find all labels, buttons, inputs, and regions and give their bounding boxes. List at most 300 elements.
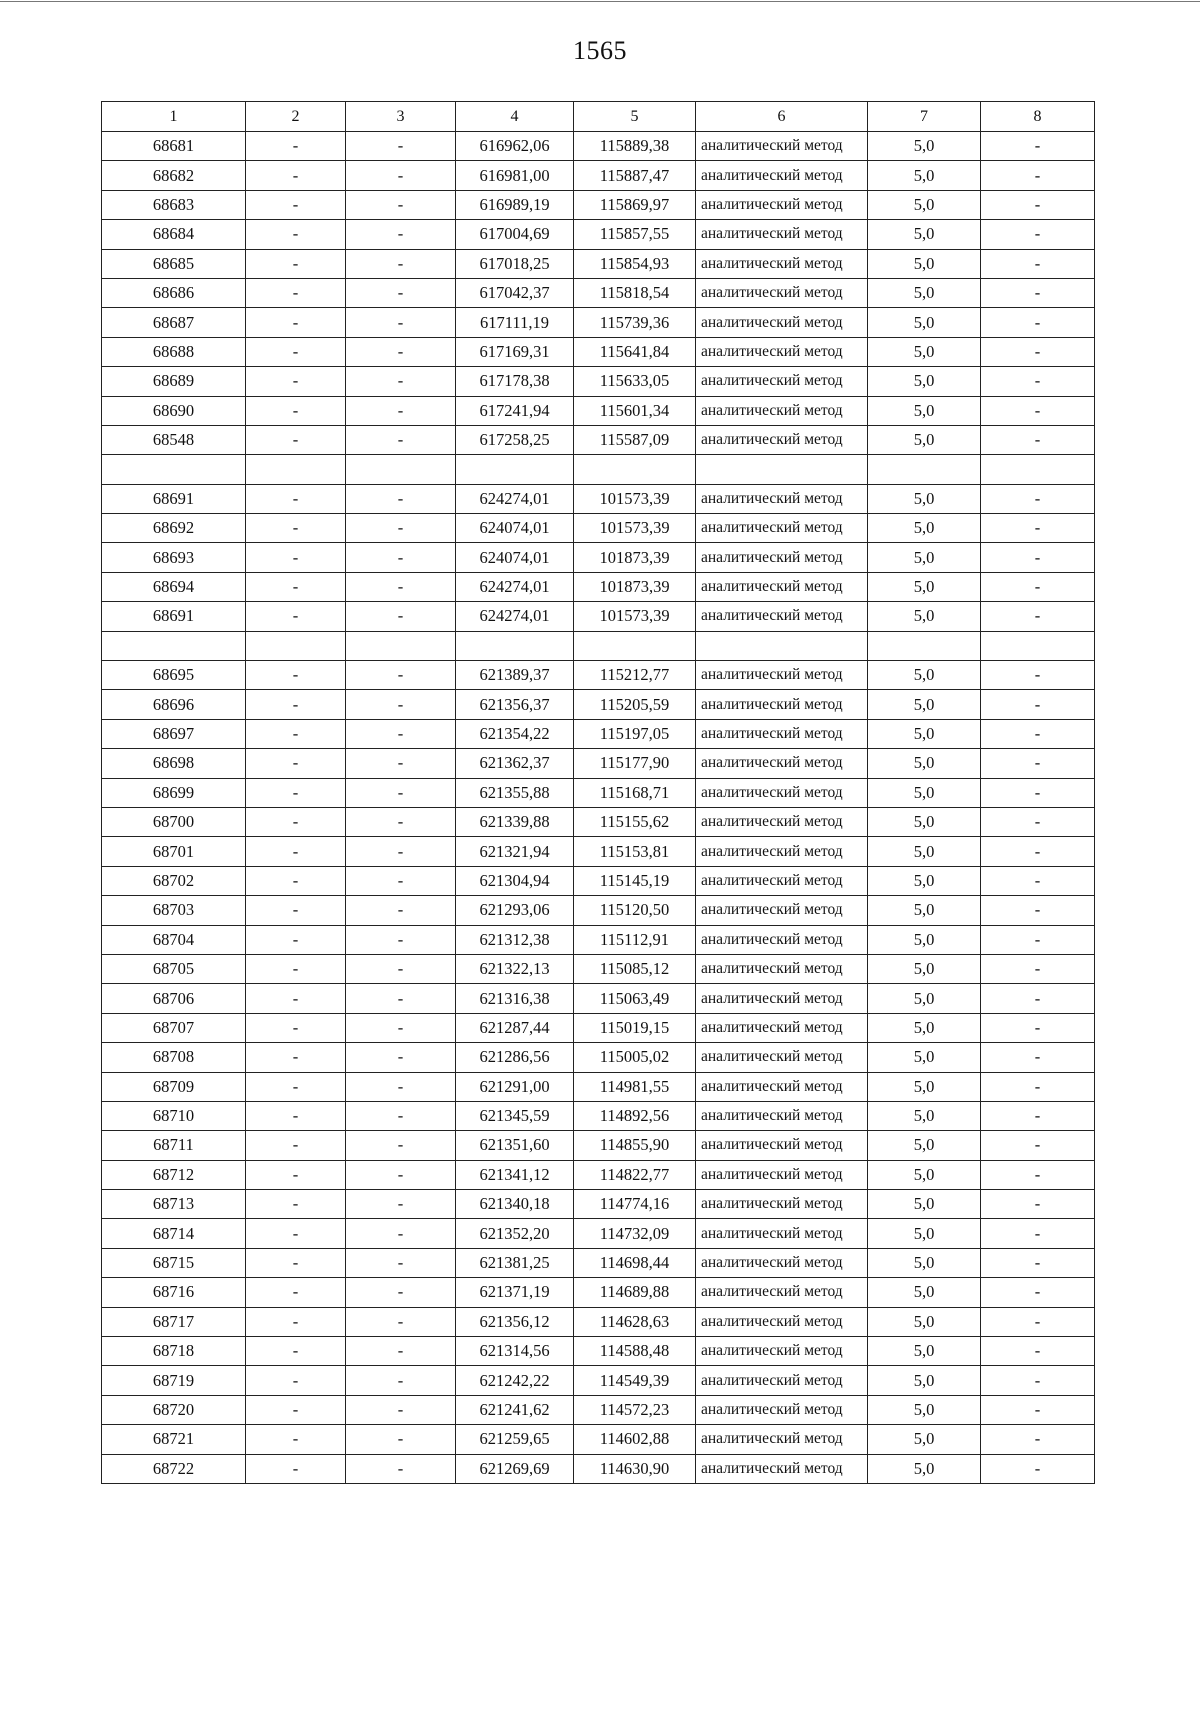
table-cell-col-3: -: [346, 161, 456, 190]
table-cell-col-6: аналитический метод: [696, 1454, 868, 1483]
table-cell-col-2: -: [246, 984, 346, 1013]
table-cell-col-3: -: [346, 984, 456, 1013]
table-cell-col-7: 5,0: [868, 1248, 981, 1277]
table-cell-col-5: 115197,05: [574, 719, 696, 748]
table-cell-col-7: 5,0: [868, 866, 981, 895]
table-cell-col-4: 621345,59: [456, 1101, 574, 1130]
table-cell-col-7: 5,0: [868, 1219, 981, 1248]
table-cell-col-2: -: [246, 661, 346, 690]
table-row: [102, 572, 1095, 601]
table-cell-col-5: 115739,36: [574, 308, 696, 337]
table-cell-col-6: аналитический метод: [696, 308, 868, 337]
table-cell-col-7: 5,0: [868, 337, 981, 366]
table-cell-col-5: 115869,97: [574, 190, 696, 219]
table-cell-col-7: 5,0: [868, 278, 981, 307]
table-cell-col-5: 114698,44: [574, 1248, 696, 1277]
table-cell-col-7: 5,0: [868, 1072, 981, 1101]
table-cell-col-8: -: [981, 190, 1095, 219]
table-cell-col-5: 114588,48: [574, 1337, 696, 1366]
table-cell-col-6: аналитический метод: [696, 514, 868, 543]
table-cell-col-6: аналитический метод: [696, 719, 868, 748]
table-cell-col-4: 621322,13: [456, 954, 574, 983]
column-header-8: 8: [981, 102, 1095, 132]
table-cell-col-1: 68687: [102, 308, 246, 337]
table-cell-col-5: 115019,15: [574, 1013, 696, 1042]
table-cell-col-5: 101573,39: [574, 602, 696, 631]
table-cell-col-1: 68721: [102, 1425, 246, 1454]
table-cell-col-6: аналитический метод: [696, 1043, 868, 1072]
table-cell-col-2: -: [246, 896, 346, 925]
table-cell-col-4: 624274,01: [456, 484, 574, 513]
table-cell-col-1: 68709: [102, 1072, 246, 1101]
table-cell-col-2: -: [246, 278, 346, 307]
table-cell-col-7: 5,0: [868, 1043, 981, 1072]
table-cell-col-4: 616989,19: [456, 190, 574, 219]
table-cell-col-1: 68699: [102, 778, 246, 807]
table-row: [102, 719, 1095, 748]
table-cell-col-1: [102, 631, 246, 660]
table-cell-col-2: -: [246, 719, 346, 748]
table-cell-col-6: аналитический метод: [696, 337, 868, 366]
table-cell-col-8: -: [981, 484, 1095, 513]
table-separator-row: [102, 631, 1095, 660]
table-row: [102, 1160, 1095, 1189]
table-cell-col-7: 5,0: [868, 1307, 981, 1336]
table-cell-col-7: 5,0: [868, 1425, 981, 1454]
table-cell-col-8: -: [981, 719, 1095, 748]
table-cell-col-3: -: [346, 1072, 456, 1101]
table-cell-col-3: -: [346, 278, 456, 307]
table-cell-col-8: -: [981, 1454, 1095, 1483]
table-cell-col-4: 621389,37: [456, 661, 574, 690]
table-cell-col-2: -: [246, 337, 346, 366]
table-cell-col-7: 5,0: [868, 1278, 981, 1307]
table-cell-col-8: -: [981, 1160, 1095, 1189]
table-cell-col-1: 68694: [102, 572, 246, 601]
table-cell-col-3: -: [346, 1160, 456, 1189]
column-header-5: 5: [574, 102, 696, 132]
table-cell-col-5: 115641,84: [574, 337, 696, 366]
table-cell-col-1: 68548: [102, 425, 246, 454]
table-cell-col-3: -: [346, 837, 456, 866]
table-cell-col-8: [981, 455, 1095, 484]
table-cell-col-4: 621381,25: [456, 1248, 574, 1277]
table-cell-col-4: [456, 631, 574, 660]
table-cell-col-5: 114892,56: [574, 1101, 696, 1130]
table-cell-col-3: -: [346, 396, 456, 425]
table-cell-col-5: 115155,62: [574, 807, 696, 836]
table-row: [102, 1101, 1095, 1130]
table-cell-col-5: 114822,77: [574, 1160, 696, 1189]
table-cell-col-8: -: [981, 1131, 1095, 1160]
table-cell-col-7: 5,0: [868, 925, 981, 954]
table-cell-col-8: -: [981, 807, 1095, 836]
table-cell-col-6: аналитический метод: [696, 1190, 868, 1219]
table-cell-col-4: 621242,22: [456, 1366, 574, 1395]
table-cell-col-1: 68696: [102, 690, 246, 719]
table-cell-col-6: аналитический метод: [696, 602, 868, 631]
table-cell-col-6: аналитический метод: [696, 1013, 868, 1042]
table-cell-col-1: 68703: [102, 896, 246, 925]
table-cell-col-3: -: [346, 367, 456, 396]
table-cell-col-7: 5,0: [868, 1190, 981, 1219]
table-cell-col-3: -: [346, 1307, 456, 1336]
table-cell-col-6: аналитический метод: [696, 749, 868, 778]
table-row: [102, 1072, 1095, 1101]
table-cell-col-1: 68689: [102, 367, 246, 396]
table-header-row: [102, 102, 1095, 132]
table-row: [102, 514, 1095, 543]
table-cell-col-5: 101873,39: [574, 543, 696, 572]
table-cell-col-5: 101573,39: [574, 514, 696, 543]
table-row: [102, 1307, 1095, 1336]
table-cell-col-6: аналитический метод: [696, 1278, 868, 1307]
table-cell-col-7: 5,0: [868, 190, 981, 219]
table-cell-col-2: -: [246, 1395, 346, 1424]
table-cell-col-4: 617004,69: [456, 220, 574, 249]
table-cell-col-7: 5,0: [868, 396, 981, 425]
table-row: [102, 749, 1095, 778]
column-header-6: 6: [696, 102, 868, 132]
table-cell-col-5: 115854,93: [574, 249, 696, 278]
table-cell-col-7: 5,0: [868, 425, 981, 454]
table-cell-col-8: -: [981, 1219, 1095, 1248]
table-cell-col-2: -: [246, 572, 346, 601]
table-cell-col-8: -: [981, 1395, 1095, 1424]
table-cell-col-1: 68715: [102, 1248, 246, 1277]
table-row: [102, 367, 1095, 396]
table-cell-col-4: 621354,22: [456, 719, 574, 748]
table-cell-col-8: -: [981, 1307, 1095, 1336]
table-row: [102, 1219, 1095, 1248]
table-row: [102, 190, 1095, 219]
table-cell-col-3: -: [346, 749, 456, 778]
table-row: [102, 249, 1095, 278]
table-cell-col-2: -: [246, 1248, 346, 1277]
table-cell-col-8: -: [981, 249, 1095, 278]
table-cell-col-3: -: [346, 572, 456, 601]
table-cell-col-3: -: [346, 1425, 456, 1454]
table-cell-col-8: -: [981, 661, 1095, 690]
table-cell-col-1: 68711: [102, 1131, 246, 1160]
table-cell-col-2: -: [246, 1131, 346, 1160]
table-cell-col-1: 68707: [102, 1013, 246, 1042]
table-cell-col-1: 68686: [102, 278, 246, 307]
table-cell-col-6: аналитический метод: [696, 837, 868, 866]
table-cell-col-2: -: [246, 220, 346, 249]
table-row: [102, 308, 1095, 337]
table-cell-col-1: 68685: [102, 249, 246, 278]
table-row: [102, 1248, 1095, 1277]
table-cell-col-4: 621286,56: [456, 1043, 574, 1072]
table-row: [102, 220, 1095, 249]
table-cell-col-5: [574, 631, 696, 660]
table-cell-col-1: 68706: [102, 984, 246, 1013]
table-cell-col-3: -: [346, 807, 456, 836]
table-cell-col-7: 5,0: [868, 308, 981, 337]
table-cell-col-4: 617241,94: [456, 396, 574, 425]
table-cell-col-4: 621351,60: [456, 1131, 574, 1160]
table-cell-col-4: 621259,65: [456, 1425, 574, 1454]
table-cell-col-2: -: [246, 778, 346, 807]
table-cell-col-7: 5,0: [868, 1160, 981, 1189]
table-cell-col-8: -: [981, 1248, 1095, 1277]
table-row: [102, 1013, 1095, 1042]
table-cell-col-1: 68693: [102, 543, 246, 572]
table-cell-col-8: -: [981, 337, 1095, 366]
table-row: [102, 132, 1095, 161]
table-cell-col-5: 114981,55: [574, 1072, 696, 1101]
table-cell-col-7: 5,0: [868, 778, 981, 807]
table-row: [102, 396, 1095, 425]
table-cell-col-1: 68705: [102, 954, 246, 983]
table-cell-col-1: 68700: [102, 807, 246, 836]
table-cell-col-2: [246, 631, 346, 660]
table-cell-col-3: -: [346, 1454, 456, 1483]
table-cell-col-8: -: [981, 572, 1095, 601]
table-cell-col-4: 616962,06: [456, 132, 574, 161]
table-cell-col-2: -: [246, 1219, 346, 1248]
table-cell-col-7: 5,0: [868, 484, 981, 513]
table-cell-col-5: 101573,39: [574, 484, 696, 513]
table-cell-col-7: 5,0: [868, 249, 981, 278]
table-cell-col-3: -: [346, 337, 456, 366]
table-cell-col-6: аналитический метод: [696, 1219, 868, 1248]
table-cell-col-1: 68701: [102, 837, 246, 866]
table-row: [102, 954, 1095, 983]
table-cell-col-1: 68688: [102, 337, 246, 366]
table-row: [102, 1366, 1095, 1395]
table-cell-col-1: 68690: [102, 396, 246, 425]
table-cell-col-6: аналитический метод: [696, 1248, 868, 1277]
table-cell-col-6: аналитический метод: [696, 807, 868, 836]
table-cell-col-6: аналитический метод: [696, 1101, 868, 1130]
table-cell-col-2: -: [246, 367, 346, 396]
table-cell-col-5: 115889,38: [574, 132, 696, 161]
table-cell-col-8: -: [981, 161, 1095, 190]
table-cell-col-2: -: [246, 190, 346, 219]
table-cell-col-1: 68720: [102, 1395, 246, 1424]
table-cell-col-5: 115085,12: [574, 954, 696, 983]
table-cell-col-7: [868, 455, 981, 484]
table-row: [102, 278, 1095, 307]
table-row: [102, 425, 1095, 454]
table-cell-col-5: 115005,02: [574, 1043, 696, 1072]
table-row: [102, 896, 1095, 925]
table-cell-col-4: 621293,06: [456, 896, 574, 925]
table-cell-col-8: -: [981, 1425, 1095, 1454]
table-cell-col-7: 5,0: [868, 514, 981, 543]
table-cell-col-4: 621312,38: [456, 925, 574, 954]
table-cell-col-2: -: [246, 602, 346, 631]
table-cell-col-1: 68714: [102, 1219, 246, 1248]
table-cell-col-4: 621355,88: [456, 778, 574, 807]
table-cell-col-2: -: [246, 690, 346, 719]
table-cell-col-3: -: [346, 514, 456, 543]
column-header-2: 2: [246, 102, 346, 132]
table-cell-col-1: 68702: [102, 866, 246, 895]
table-cell-col-5: 115177,90: [574, 749, 696, 778]
table-cell-col-2: -: [246, 866, 346, 895]
table-cell-col-1: 68708: [102, 1043, 246, 1072]
table-row: [102, 1278, 1095, 1307]
table-cell-col-2: -: [246, 1278, 346, 1307]
table-cell-col-3: -: [346, 308, 456, 337]
scan-top-edge: [0, 1, 1200, 2]
table-cell-col-3: -: [346, 719, 456, 748]
table-cell-col-1: 68682: [102, 161, 246, 190]
table-row: [102, 1395, 1095, 1424]
table-row: [102, 1454, 1095, 1483]
table-cell-col-3: -: [346, 484, 456, 513]
table-row: [102, 807, 1095, 836]
table-row: [102, 984, 1095, 1013]
table-row: [102, 866, 1095, 895]
table-cell-col-2: -: [246, 543, 346, 572]
table-row: [102, 837, 1095, 866]
table-cell-col-6: аналитический метод: [696, 690, 868, 719]
table-cell-col-7: 5,0: [868, 984, 981, 1013]
table-cell-col-5: 114602,88: [574, 1425, 696, 1454]
table-cell-col-4: 621291,00: [456, 1072, 574, 1101]
table-cell-col-3: -: [346, 1337, 456, 1366]
table-row: [102, 602, 1095, 631]
column-header-1: 1: [102, 102, 246, 132]
table-cell-col-8: -: [981, 308, 1095, 337]
table-cell-col-5: 115818,54: [574, 278, 696, 307]
table-cell-col-2: -: [246, 1337, 346, 1366]
table-cell-col-4: 621287,44: [456, 1013, 574, 1042]
table-cell-col-4: 616981,00: [456, 161, 574, 190]
table-cell-col-8: -: [981, 1190, 1095, 1219]
table-cell-col-7: [868, 631, 981, 660]
table-cell-col-3: -: [346, 954, 456, 983]
coordinates-table: [101, 101, 1095, 1484]
table-cell-col-7: 5,0: [868, 1395, 981, 1424]
table-cell-col-5: 114630,90: [574, 1454, 696, 1483]
table-cell-col-5: 115120,50: [574, 896, 696, 925]
table-cell-col-1: 68692: [102, 514, 246, 543]
table-cell-col-6: аналитический метод: [696, 1307, 868, 1336]
table-cell-col-8: -: [981, 1013, 1095, 1042]
table-cell-col-5: 114628,63: [574, 1307, 696, 1336]
table-cell-col-6: аналитический метод: [696, 367, 868, 396]
table-cell-col-2: -: [246, 249, 346, 278]
table-cell-col-3: -: [346, 543, 456, 572]
table-cell-col-8: -: [981, 690, 1095, 719]
table-cell-col-6: аналитический метод: [696, 1072, 868, 1101]
table-cell-col-8: -: [981, 954, 1095, 983]
table-cell-col-6: аналитический метод: [696, 1131, 868, 1160]
table-cell-col-3: -: [346, 661, 456, 690]
table-cell-col-3: -: [346, 220, 456, 249]
table-cell-col-3: -: [346, 1278, 456, 1307]
table-cell-col-6: аналитический метод: [696, 190, 868, 219]
table-row: [102, 1043, 1095, 1072]
column-header-7: 7: [868, 102, 981, 132]
table-cell-col-5: 115063,49: [574, 984, 696, 1013]
table-cell-col-4: 617258,25: [456, 425, 574, 454]
table-cell-col-3: -: [346, 896, 456, 925]
table-cell-col-6: аналитический метод: [696, 425, 868, 454]
table-cell-col-4: 621321,94: [456, 837, 574, 866]
table-cell-col-6: аналитический метод: [696, 220, 868, 249]
table-cell-col-5: 114732,09: [574, 1219, 696, 1248]
table-cell-col-2: -: [246, 1366, 346, 1395]
table-cell-col-8: -: [981, 896, 1095, 925]
table-cell-col-6: аналитический метод: [696, 866, 868, 895]
table-row: [102, 1131, 1095, 1160]
table-row: [102, 161, 1095, 190]
table-cell-col-8: -: [981, 925, 1095, 954]
table-cell-col-3: -: [346, 425, 456, 454]
table-cell-col-3: [346, 631, 456, 660]
table-cell-col-7: 5,0: [868, 220, 981, 249]
table-cell-col-5: 115212,77: [574, 661, 696, 690]
table-cell-col-8: -: [981, 1043, 1095, 1072]
table-cell-col-7: 5,0: [868, 543, 981, 572]
table-cell-col-5: 114572,23: [574, 1395, 696, 1424]
table-cell-col-5: 115168,71: [574, 778, 696, 807]
page-number: 1565: [573, 36, 627, 65]
table-row: [102, 690, 1095, 719]
table-cell-col-6: аналитический метод: [696, 778, 868, 807]
table-cell-col-7: 5,0: [868, 161, 981, 190]
table-cell-col-7: 5,0: [868, 896, 981, 925]
table-cell-col-6: аналитический метод: [696, 1425, 868, 1454]
table-cell-col-3: [346, 455, 456, 484]
table-row: [102, 337, 1095, 366]
table-row: [102, 543, 1095, 572]
table-cell-col-3: -: [346, 602, 456, 631]
table-cell-col-7: 5,0: [868, 1013, 981, 1042]
table-cell-col-1: 68691: [102, 602, 246, 631]
table-cell-col-8: -: [981, 866, 1095, 895]
table-separator-row: [102, 455, 1095, 484]
table-cell-col-6: аналитический метод: [696, 661, 868, 690]
table-cell-col-3: -: [346, 1219, 456, 1248]
table-cell-col-3: -: [346, 1013, 456, 1042]
table-row: [102, 1337, 1095, 1366]
table-cell-col-8: [981, 631, 1095, 660]
table-cell-col-8: -: [981, 984, 1095, 1013]
table-cell-col-2: -: [246, 1454, 346, 1483]
table-cell-col-5: 115145,19: [574, 866, 696, 895]
table-cell-col-7: 5,0: [868, 1131, 981, 1160]
table-cell-col-7: 5,0: [868, 837, 981, 866]
table-cell-col-8: -: [981, 396, 1095, 425]
table-cell-col-8: -: [981, 278, 1095, 307]
table-cell-col-6: аналитический метод: [696, 984, 868, 1013]
table-cell-col-6: аналитический метод: [696, 572, 868, 601]
table-cell-col-3: -: [346, 1395, 456, 1424]
table-cell-col-8: -: [981, 425, 1095, 454]
table-cell-col-4: 621269,69: [456, 1454, 574, 1483]
table-cell-col-8: -: [981, 1278, 1095, 1307]
table-cell-col-2: -: [246, 1307, 346, 1336]
table-cell-col-1: [102, 455, 246, 484]
table-cell-col-2: -: [246, 1425, 346, 1454]
table-cell-col-2: -: [246, 837, 346, 866]
table-cell-col-6: аналитический метод: [696, 249, 868, 278]
table-cell-col-4: 624074,01: [456, 514, 574, 543]
table-cell-col-5: 114549,39: [574, 1366, 696, 1395]
table-cell-col-3: -: [346, 866, 456, 895]
table-cell-col-5: 115153,81: [574, 837, 696, 866]
table-cell-col-4: 617178,38: [456, 367, 574, 396]
table-cell-col-5: 115587,09: [574, 425, 696, 454]
table-cell-col-5: 114774,16: [574, 1190, 696, 1219]
